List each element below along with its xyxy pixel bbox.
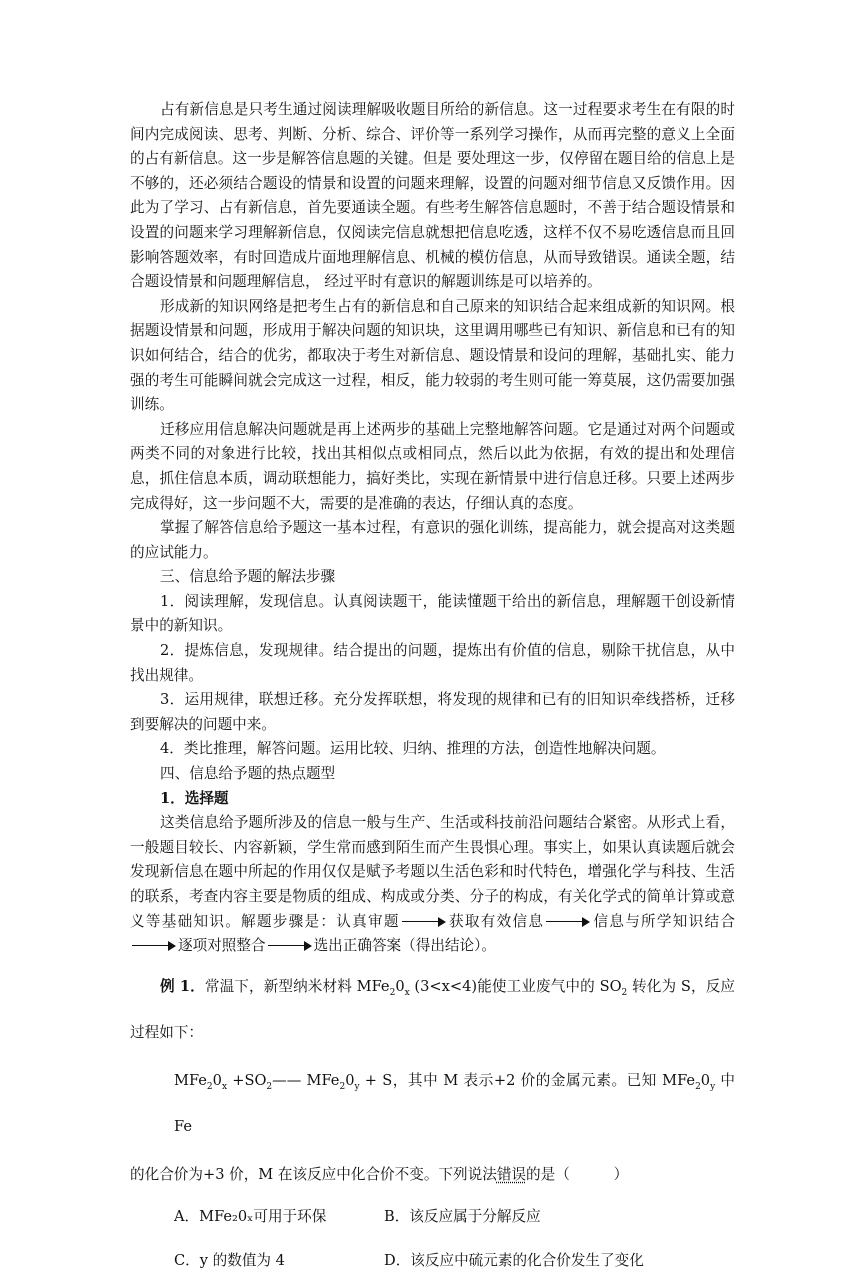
option-a: A．MFe₂0ₓ可用于环保: [174, 1207, 327, 1225]
equation-line: [130, 1061, 735, 1147]
document-page: [130, 98, 735, 1283]
step-4: 4．类比推理，解答问题。运用比较、归纳、推理的方法，创造性地解决问题。: [160, 740, 666, 758]
flow-step-4: 逐项对照整合: [178, 937, 266, 955]
arrow-icon: [132, 941, 176, 951]
arrow-icon: [268, 941, 312, 951]
subscript: 2: [695, 1081, 701, 1092]
subscript: x: [221, 1081, 228, 1092]
flow-step-3: 信息与所学知识结合: [592, 912, 735, 930]
eq-text: —— MFe: [272, 1071, 340, 1089]
eq-text: MFe: [174, 1071, 207, 1089]
eq-text: 0: [345, 1071, 355, 1089]
subscript: 2: [339, 1081, 346, 1092]
eq-text: 0: [212, 1071, 222, 1089]
paragraph-1: 占有新信息是只考生通过阅读理解吸收题目所给的新信息。这一过程要求考生在有限的时间内完成阅读、思考、判断、分析、综合、评价等一系列学习操作，从而再完整的意义上全面的占有新信息。这一步是解答信息题的关键。但是 要处理这一步，仅停留在题目给的信息上是不够的，还必须结合题设的情景和设置的问题来理解，设置的问题对细节信息又反馈作用。因此为了学习、占有新信息，首先要通读全题。有些考生解答信息题时，不善于结合题设情景和设置的问题来学习理解新信息，仅阅读完信息就想把信息吃透，这样不仅不易吃透信息而且回影响答题效率，有时回造成片面地理解信息、机械的模仿信息，从而导致错误。通读全题，结合题设情景和问题理解信息， 经过平时有意识的解题训练是可以培养的。: [130, 101, 735, 291]
eq-text: + S，其中 M 表示+2 价的金属元素。已知 MFe: [359, 1071, 696, 1089]
options-row-1: [130, 1195, 735, 1239]
paragraph-3: 迁移应用信息解决问题就是再上述两步的基础上完整地解答问题。它是通过对两个问题或两类不同的对象进行比较，找出其相似点或相同点，然后以此为依据，有效的提出和处理信息，抓住信息本质，调动联想能力，搞好类比，实现在新情景中进行信息迁移。只要上述两步完成得好，这一步问题不大，需要的是准确的表达，仔细认真的态度。: [130, 420, 735, 512]
step-3: 3．运用规律，联想迁移。充分发挥联想，将发现的规律和已有的旧知识牵线搭桥，迁移到要解决的问题中来。: [130, 691, 735, 733]
subheading-choice: 1．选择题: [160, 789, 229, 807]
options-row-2: [130, 1239, 735, 1283]
example-text: (3<x<4)能使工业废气中的 SO: [409, 977, 622, 995]
subscript: 2: [206, 1081, 213, 1092]
subscript: 2: [621, 987, 628, 998]
subscript: y: [354, 1081, 360, 1092]
eq-text: 中 Fe: [174, 1071, 735, 1135]
example-text: 0: [395, 977, 405, 995]
example-1: [130, 967, 735, 1053]
emphasis-text: 错误: [496, 1165, 527, 1183]
option-c: C．y 的数值为 4: [174, 1251, 285, 1269]
subscript: y: [710, 1081, 716, 1092]
example-label: 例 1．: [160, 977, 205, 995]
choice-intro: [130, 811, 735, 959]
subscript: 2: [389, 987, 396, 998]
question-text: 的是（ ）: [526, 1165, 629, 1183]
option-d: D．该反应中硫元素的化合价发生了变化: [384, 1251, 644, 1269]
flow-step-5: 选出正确答案（得出结论）。: [313, 937, 496, 955]
eq-text: +SO: [227, 1071, 267, 1089]
example-text: 转化为 S，反应过程如下：: [130, 977, 736, 1041]
section-heading-4: 四、信息给予题的热点题型: [160, 765, 336, 783]
eq-text: 0: [700, 1071, 711, 1089]
step-2: 2．提炼信息，发现规律。结合提出的问题，提炼出有价值的信息，剔除干扰信息，从中找出规律。: [130, 642, 735, 684]
option-b: B．该反应属于分解反应: [384, 1207, 541, 1225]
arrow-icon: [546, 917, 590, 927]
paragraph-4: 掌握了解答信息给予题这一基本过程，有意识的强化训练，提高能力，就会提高对这类题的应试能力。: [130, 519, 735, 561]
step-1: 1．阅读理解，发现信息。认真阅读题干，能读懂题干给出的新信息，理解题干创设新情景中的新知识。: [130, 592, 735, 635]
paragraph-2: 形成新的知识网络是把考生占有的新信息和自己原来的知识结合起来组成新的知识网。根据题设情景和问题，形成用于解决问题的知识块，这里调用哪些已有知识、新信息和已有的知识如何结合，结合的优劣，都取决于考生对新信息、题设情景和设问的理解，基础扎实、能力强的考生可能瞬间就会完成这一过程，相反，能力较弱的考生则可能一筹莫展，这仍需要加强训练。: [130, 297, 735, 414]
example-text: 常温下，新型纳米材料 MFe: [204, 977, 390, 995]
question-text: 的化合价为+3 价，M 在该反应中化合价不变。下列说法: [130, 1165, 497, 1183]
flow-step-1: 认真审题: [336, 912, 400, 930]
subscript: 2: [266, 1081, 273, 1092]
question-line: [130, 1155, 735, 1195]
arrow-icon: [402, 917, 446, 927]
choice-intro-text: 这类信息给予题所涉及的信息一般与生产、生活或科技前沿问题结合紧密。从形式上看，一般题目较长、内容新颖，学生常而感到陌生而产生畏惧心理。事实上，如果认真读题后就会发现新信息在题中所起的作用仅仅是赋予考题以生活色彩和时代特色，增强化学与科技、生活的联系，考查内容主要是物质的组成、构成或分类、分子的构成，有关化学式的简单计算或意义等基础知识。解题步骤是：: [130, 814, 735, 930]
flow-step-2: 获取有效信息: [447, 912, 545, 930]
subscript: x: [404, 987, 410, 998]
section-heading-3: 三、信息给予题的解法步骤: [160, 568, 336, 586]
